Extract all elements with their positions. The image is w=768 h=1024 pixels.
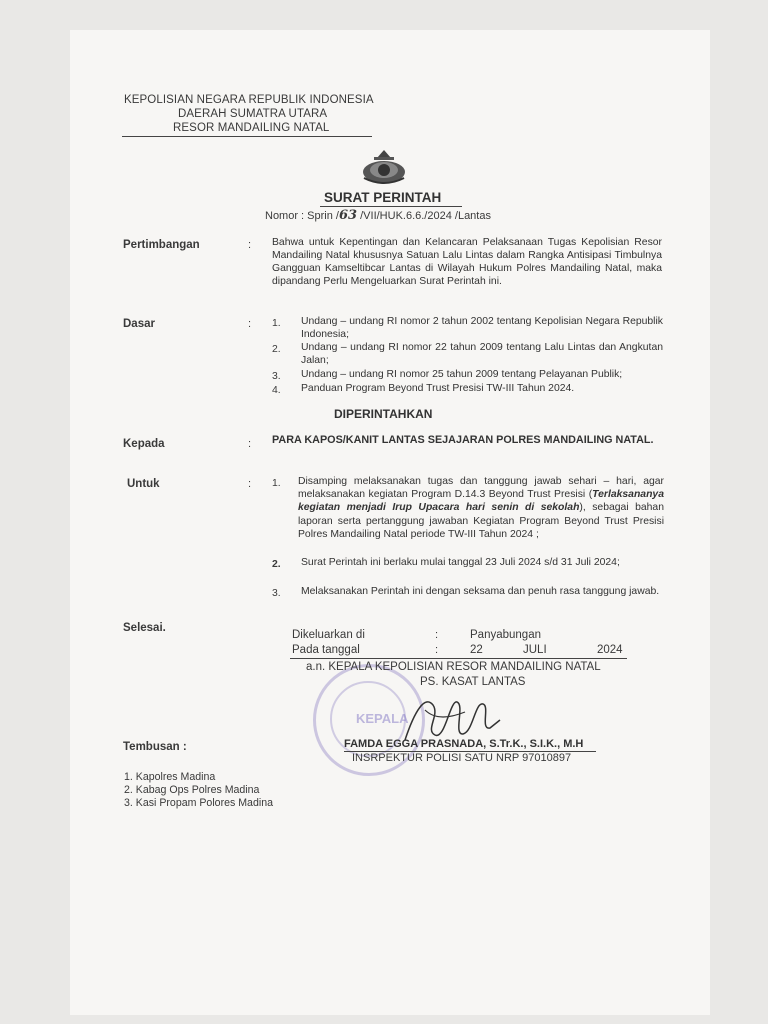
tanggal-day: 22 [470, 644, 483, 656]
dasar-item-1-text: Undang – undang RI nomor 2 tahun 2002 tentang Kepolisian Negara Republik Indonesia; [301, 316, 663, 340]
tembusan-item-3: 3. Kasi Propam Polores Madina [124, 797, 273, 809]
dasar-item-2-text: Undang – undang RI nomor 22 tahun 2009 tentang Lalu Lintas dan Angkutan Jalan; [301, 342, 663, 366]
untuk-item-1-part-a: Disamping melaksanakan tugas dan tanggung jawab sehari – hari, agar melaksanakan kegiatan Program D.14.3 Beyond Trust Presisi ( [298, 476, 664, 501]
signatory-name: FAMDA EGGA PRASNADA, S.Tr.K., S.I.K., M.H [344, 738, 584, 750]
dasar-item-3-num: 3. [272, 371, 281, 382]
tanggal-label: Pada tanggal [292, 644, 360, 656]
tembusan-label: Tembusan : [123, 741, 187, 753]
untuk-item-1-num: 1. [272, 478, 281, 489]
dasar-item-4-text: Panduan Program Beyond Trust Presisi TW-III Tahun 2024. [301, 383, 575, 394]
untuk-item-3-text: Melaksanakan Perintah ini dengan seksama dan penuh rasa tanggung jawab. [301, 586, 660, 597]
untuk-item-3-num: 3. [272, 588, 281, 599]
diperintahkan-heading: DIPERINTAHKAN [334, 407, 433, 421]
dasar-item-1-num: 1. [272, 318, 281, 329]
dikeluarkan-label: Dikeluarkan di [292, 629, 365, 641]
untuk-item-1-text [298, 475, 664, 541]
pertimbangan-label: Pertimbangan [123, 239, 200, 251]
nomor-suffix: /VII/HUK.6.6./2024 /Lantas [357, 210, 491, 222]
letterhead-line-1: KEPOLISIAN NEGARA REPUBLIK INDONESIA [124, 94, 374, 106]
dikeluarkan-colon: : [435, 629, 439, 641]
kepada-label: Kepada [123, 438, 165, 450]
dasar-colon: : [248, 318, 252, 330]
kepada-colon: : [248, 438, 252, 450]
dasar-item-4-num: 4. [272, 385, 281, 396]
signature-position: PS. KASAT LANTAS [420, 676, 526, 688]
police-emblem-icon [360, 148, 408, 186]
tanggal-colon: : [435, 644, 439, 656]
document-number [265, 208, 491, 223]
document-title: SURAT PERINTAH [324, 190, 442, 205]
dasar-label: Dasar [123, 318, 155, 330]
letterhead-underline [122, 136, 372, 137]
untuk-item-1-emphasis: Terlaksananya kegiatan menjadi Irup Upacara hari senin di sekolah [298, 489, 664, 514]
letterhead-line-3: RESOR MANDAILING NATAL [173, 122, 330, 134]
pertimbangan-text: Bahwa untuk Kepentingan dan Kelancaran Pelaksanaan Tugas Kepolisian Resor Mandailing Natal khususnya Satuan Lalu Lintas dalam Rangka Antisipasi Timbulnya Gangguan Kamseltibcar Lantas di Wilayah Hukum Polres Mandailing Natal, maka dipandang Perlu Mengeluarkan Surat Perintah ini. [272, 237, 662, 287]
pertimbangan-colon: : [248, 239, 252, 251]
dasar-item-2-num: 2. [272, 344, 281, 355]
tembusan-item-2: 2. Kabag Ops Polres Madina [124, 784, 260, 796]
nomor-handwritten: 63 [338, 208, 358, 223]
tanggal-month: JULI [523, 644, 547, 656]
tanggal-year: 2024 [597, 644, 623, 656]
selesai-label: Selesai. [123, 622, 166, 634]
title-underline [320, 206, 462, 207]
untuk-item-1-part-b: ), sebagai bahan laporan serta pertanggung jawaban Kegiatan Program Beyond Trust Presisi Polres Mandailing Natal periode TW-III Tahun 2024 ; [298, 502, 664, 540]
nomor-prefix: Nomor : Sprin / [265, 210, 339, 222]
letterhead-line-2: DAERAH SUMATRA UTARA [178, 108, 328, 120]
untuk-colon: : [248, 478, 252, 490]
tanggal-underline [290, 658, 627, 659]
dasar-item-3-text: Undang – undang RI nomor 25 tahun 2009 tentang Pelayanan Publik; [301, 369, 623, 380]
signature-authority: a.n. KEPALA KEPOLISIAN RESOR MANDAILING NATAL [306, 661, 601, 673]
untuk-label: Untuk [127, 478, 160, 490]
tembusan-item-1: 1. Kapolres Madina [124, 771, 216, 783]
signatory-rank: INSRPEKTUR POLISI SATU NRP 97010897 [352, 752, 572, 764]
kepada-text: PARA KAPOS/KANIT LANTAS SEJAJARAN POLRES MANDAILING NATAL. [272, 434, 654, 446]
untuk-item-2-num: 2. [272, 559, 281, 570]
dikeluarkan-value: Panyabungan [470, 629, 541, 641]
untuk-item-2-text: Surat Perintah ini berlaku mulai tanggal 23 Juli 2024 s/d 31 Juli 2024; [301, 557, 620, 568]
official-stamp-text: KEPALA [356, 711, 409, 726]
